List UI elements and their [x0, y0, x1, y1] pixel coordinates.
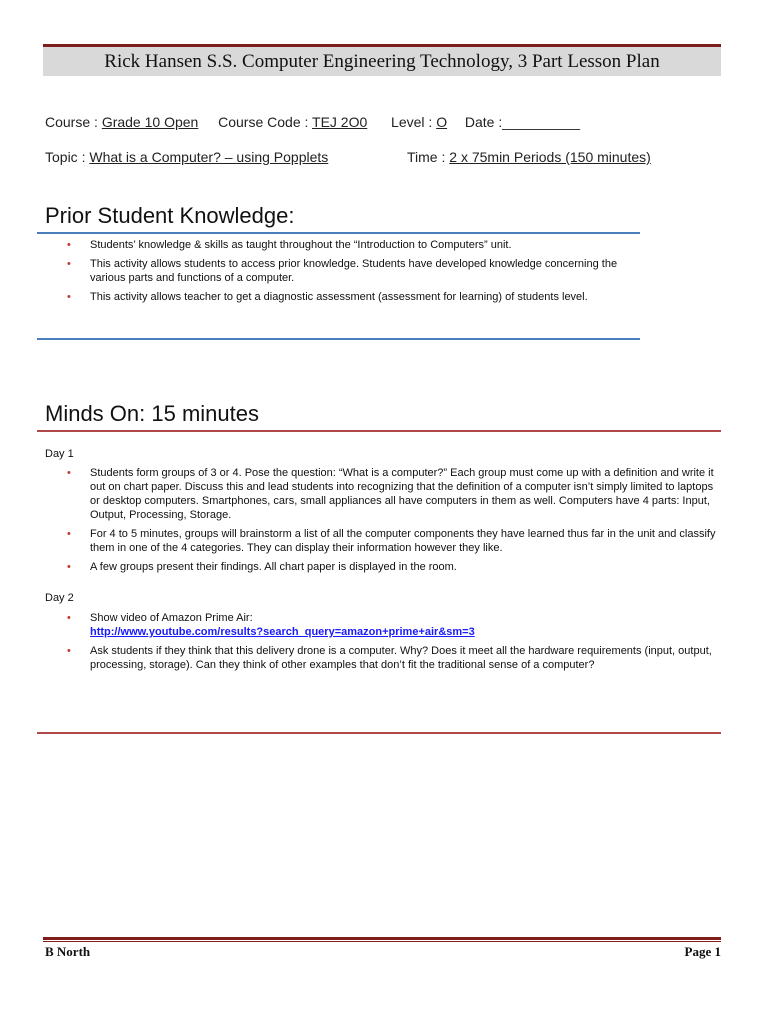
list-item: • Ask students if they think that this delivery drone is a computer. Why? Does it meet all the hardware requirements (input, output, processing, storage). Can they think of other examples that don’t fit the traditional sense of a computer? — [67, 645, 712, 671]
bullet-icon: • — [67, 258, 71, 270]
day-2-label: Day 2 — [45, 592, 74, 604]
prior-top-rule — [37, 232, 640, 234]
course-value: Grade 10 Open — [101, 114, 199, 130]
list-item: • This activity allows teacher to get a diagnostic assessment (assessment for learning) of students level. — [67, 291, 588, 303]
minds-on-heading: Minds On: 15 minutes — [45, 401, 259, 426]
list-item: • Show video of Amazon Prime Air: http://www.youtube.com/results?search_query=amazon+prime+air&sm=3 — [67, 612, 475, 638]
prior-knowledge-heading: Prior Student Knowledge: — [45, 203, 295, 228]
bullet-icon: • — [67, 645, 71, 657]
header-bar — [43, 44, 721, 76]
minds-on-top-rule — [37, 430, 721, 432]
footer-rule-thin — [43, 941, 721, 942]
footer-author: B North — [45, 944, 91, 959]
course-label: Course : — [45, 114, 102, 130]
course-code-label: Course Code : — [218, 114, 313, 130]
bullet-icon: • — [67, 561, 71, 573]
day-2-list — [45, 611, 721, 677]
course-info-row — [45, 114, 580, 130]
time-value: 2 x 75min Periods (150 minutes) — [449, 149, 651, 165]
level-value: O — [436, 114, 448, 130]
footer-page-number: Page 1 — [684, 944, 721, 959]
day-1-list — [45, 466, 721, 579]
time-row — [407, 149, 651, 165]
list-item: • For 4 to 5 minutes, groups will brainstorm a list of all the computer components they have learned thus far in the unit and classify them in one of the 4 categories. They can display their information however they like. — [67, 528, 716, 554]
topic-label: Topic : — [45, 149, 90, 165]
topic-row — [45, 149, 328, 165]
list-item: • This activity allows students to access prior knowledge. Students have developed knowledge concerning the various parts and functions of a computer. — [67, 258, 618, 284]
prior-bottom-rule — [37, 338, 640, 340]
bullet-icon: • — [67, 612, 71, 624]
date-label: Date :__________ — [464, 114, 581, 130]
page-title: Rick Hansen S.S. Computer Engineering Technology, 3 Part Lesson Plan — [104, 50, 660, 72]
time-label: Time : — [407, 149, 450, 165]
amazon-prime-air-video-link[interactable]: http://www.youtube.com/results?search_query=amazon+prime+air&sm=3 — [90, 626, 475, 638]
day-1-label: Day 1 — [45, 448, 74, 460]
list-item: • Students’ knowledge & skills as taught throughout the “Introduction to Computers” unit. — [67, 239, 512, 251]
footer-rule-thick — [43, 937, 721, 940]
topic-value: What is a Computer? – using Popplets — [89, 149, 329, 165]
minds-on-bottom-rule — [37, 732, 721, 734]
bullet-icon: • — [67, 467, 71, 479]
prior-knowledge-list — [45, 238, 645, 309]
bullet-icon: • — [67, 239, 71, 251]
course-code-value: TEJ 2O0 — [312, 114, 368, 130]
list-item: • A few groups present their findings. All chart paper is displayed in the room. — [67, 561, 457, 573]
list-item: • Students form groups of 3 or 4. Pose the question: “What is a computer?” Each group must come up with a definition and write it out on chart paper. Discuss this and lead students into recognizing that the definition of a computer isn’t simply limited to laptops or desktop computers. Smartphones, cars, small appliances all have computers in them as well. Computers have 4 parts: Input, Output, Processing, Storage. — [67, 467, 714, 521]
level-label: Level : — [391, 114, 437, 130]
bullet-icon: • — [67, 291, 71, 303]
bullet-icon: • — [67, 528, 71, 540]
